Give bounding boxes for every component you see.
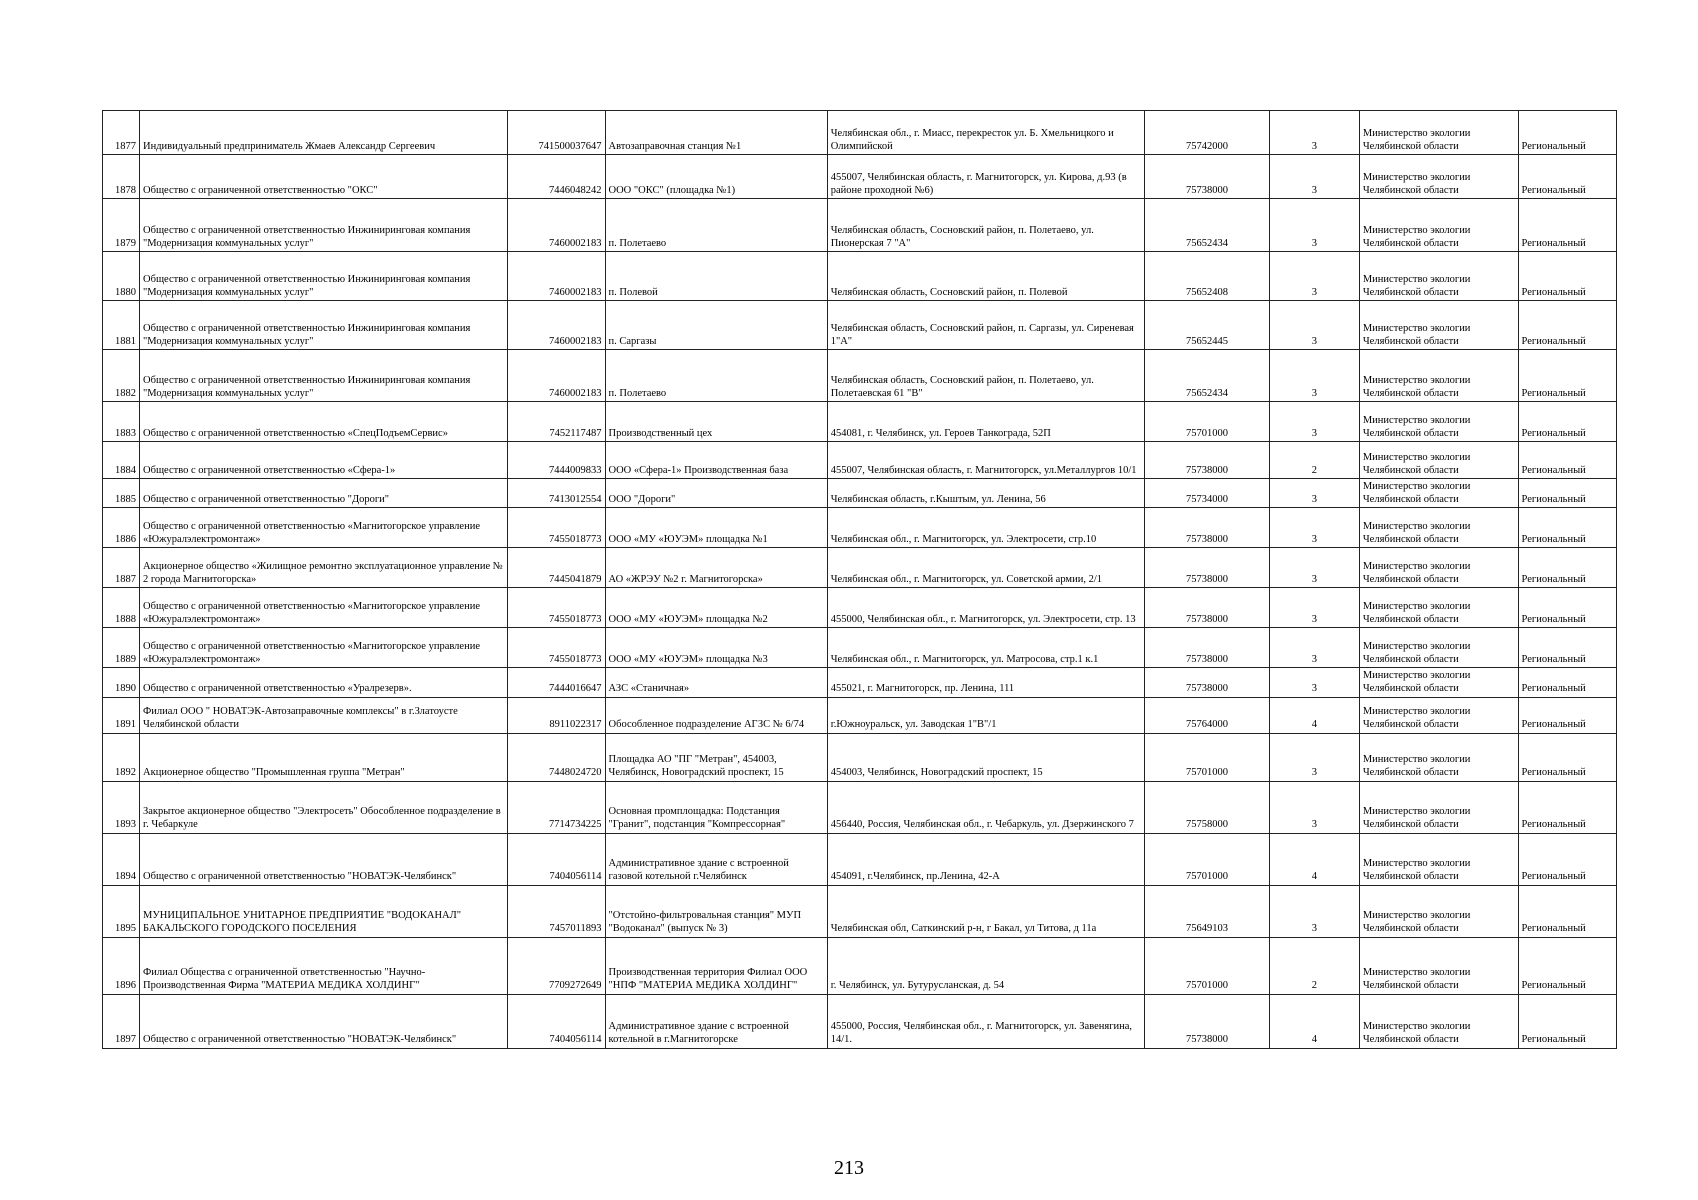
supervising-authority: Министерство экологии Челябинской области xyxy=(1359,885,1518,937)
oktmo-code: 75738000 xyxy=(1145,508,1270,548)
supervising-authority: Министерство экологии Челябинской области xyxy=(1359,668,1518,697)
object-address: Челябинская обл., г. Магнитогорск, ул. Электросети, стр.10 xyxy=(827,508,1144,548)
object-name: п. Саргазы xyxy=(605,301,827,350)
table-row xyxy=(103,508,1617,548)
organization-name: Закрытое акционерное общество "Электросеть" Обособленное подразделение в г. Чебаркуле xyxy=(140,781,508,833)
table-row xyxy=(103,588,1617,628)
table-row xyxy=(103,111,1617,155)
object-name: Автозаправочная станция №1 xyxy=(605,111,827,155)
row-number: 1878 xyxy=(103,155,140,199)
object-name: ООО «МУ «ЮУЭМ» площадка №2 xyxy=(605,588,827,628)
row-number: 1887 xyxy=(103,548,140,588)
row-number: 1893 xyxy=(103,781,140,833)
supervising-authority: Министерство экологии Челябинской области xyxy=(1359,301,1518,350)
supervising-authority: Министерство экологии Челябинской области xyxy=(1359,833,1518,885)
object-name: Производственный цех xyxy=(605,402,827,442)
object-name: Обособленное подразделение АГЗС № 6/74 xyxy=(605,697,827,733)
supervision-level: Региональный xyxy=(1518,588,1616,628)
supervising-authority: Министерство экологии Челябинской области xyxy=(1359,697,1518,733)
table-row xyxy=(103,350,1617,402)
organization-name: Общество с ограниченной ответственностью Инжиниринговая компания "Модернизация коммунальных услуг" xyxy=(140,301,508,350)
oktmo-code: 75701000 xyxy=(1145,937,1270,994)
oktmo-code: 75652445 xyxy=(1145,301,1270,350)
object-category: 3 xyxy=(1269,668,1359,697)
object-address: 454003, Челябинск, Новоградский проспект, 15 xyxy=(827,733,1144,781)
supervising-authority: Министерство экологии Челябинской области xyxy=(1359,548,1518,588)
object-category: 3 xyxy=(1269,479,1359,508)
object-address: Челябинская область, Сосновский район, п. Полевой xyxy=(827,252,1144,301)
supervision-level: Региональный xyxy=(1518,402,1616,442)
object-address: Челябинская обл., г. Магнитогорск, ул. Матросова, стр.1 к.1 xyxy=(827,628,1144,668)
row-number: 1882 xyxy=(103,350,140,402)
organization-name: Общество с ограниченной ответственностью "НОВАТЭК-Челябинск" xyxy=(140,833,508,885)
inn-number: 8911022317 xyxy=(508,697,605,733)
inn-number: 7457011893 xyxy=(508,885,605,937)
object-category: 2 xyxy=(1269,937,1359,994)
object-name: АЗС «Станичная» xyxy=(605,668,827,697)
organization-name: Общество с ограниченной ответственностью Инжиниринговая компания "Модернизация коммунальных услуг" xyxy=(140,199,508,252)
object-address: Челябинская обл, Саткинский р-н, г Бакал, ул Титова, д 11а xyxy=(827,885,1144,937)
table-row xyxy=(103,548,1617,588)
object-category: 2 xyxy=(1269,442,1359,479)
object-category: 4 xyxy=(1269,697,1359,733)
inn-number: 7448024720 xyxy=(508,733,605,781)
inn-number: 7455018773 xyxy=(508,588,605,628)
table-row xyxy=(103,885,1617,937)
object-category: 3 xyxy=(1269,111,1359,155)
organization-name: Общество с ограниченной ответственностью «Магнитогорское управление «Южуралэлектромонтаж» xyxy=(140,628,508,668)
supervision-level: Региональный xyxy=(1518,994,1616,1048)
object-category: 3 xyxy=(1269,155,1359,199)
supervision-level: Региональный xyxy=(1518,833,1616,885)
organization-name: Акционерное общество «Жилищное ремонтно эксплуатационное управление № 2 города Магнитогорска» xyxy=(140,548,508,588)
inn-number: 7460002183 xyxy=(508,350,605,402)
inn-number: 7460002183 xyxy=(508,301,605,350)
row-number: 1881 xyxy=(103,301,140,350)
page-number: 213 xyxy=(834,1157,864,1179)
organization-name: Акционерное общество "Промышленная группа "Метран" xyxy=(140,733,508,781)
supervising-authority: Министерство экологии Челябинской области xyxy=(1359,508,1518,548)
object-name: п. Полетаево xyxy=(605,199,827,252)
object-address: Челябинская обл., г. Магнитогорск, ул. Советской армии, 2/1 xyxy=(827,548,1144,588)
supervision-level: Региональный xyxy=(1518,885,1616,937)
supervising-authority: Министерство экологии Челябинской области xyxy=(1359,402,1518,442)
organization-name: Общество с ограниченной ответственностью «Магнитогорское управление «Южуралэлектромонтаж» xyxy=(140,588,508,628)
supervision-level: Региональный xyxy=(1518,508,1616,548)
supervising-authority: Министерство экологии Челябинской области xyxy=(1359,479,1518,508)
table-row xyxy=(103,833,1617,885)
oktmo-code: 75649103 xyxy=(1145,885,1270,937)
inn-number: 7452117487 xyxy=(508,402,605,442)
inn-number: 7714734225 xyxy=(508,781,605,833)
supervision-level: Региональный xyxy=(1518,548,1616,588)
row-number: 1880 xyxy=(103,252,140,301)
organization-name: Общество с ограниченной ответственностью "ОКС" xyxy=(140,155,508,199)
supervision-level: Региональный xyxy=(1518,252,1616,301)
object-category: 3 xyxy=(1269,628,1359,668)
object-name: п. Полетаево xyxy=(605,350,827,402)
object-address: г. Челябинск, ул. Бутурусланская, д. 54 xyxy=(827,937,1144,994)
object-category: 3 xyxy=(1269,199,1359,252)
object-category: 3 xyxy=(1269,350,1359,402)
object-address: 455007, Челябинская область, г. Магнитогорск, ул.Металлургов 10/1 xyxy=(827,442,1144,479)
supervision-level: Региональный xyxy=(1518,350,1616,402)
object-category: 4 xyxy=(1269,994,1359,1048)
supervision-level: Региональный xyxy=(1518,155,1616,199)
object-name: Административное здание с встроенной газовой котельной г.Челябинск xyxy=(605,833,827,885)
object-address: 455021, г. Магнитогорск, пр. Ленина, 111 xyxy=(827,668,1144,697)
oktmo-code: 75738000 xyxy=(1145,628,1270,668)
table-row xyxy=(103,442,1617,479)
oktmo-code: 75764000 xyxy=(1145,697,1270,733)
row-number: 1879 xyxy=(103,199,140,252)
row-number: 1896 xyxy=(103,937,140,994)
oktmo-code: 75652434 xyxy=(1145,350,1270,402)
row-number: 1877 xyxy=(103,111,140,155)
inn-number: 7444016647 xyxy=(508,668,605,697)
object-address: 456440, Россия, Челябинская обл., г. Чебаркуль, ул. Дзержинского 7 xyxy=(827,781,1144,833)
supervising-authority: Министерство экологии Челябинской области xyxy=(1359,588,1518,628)
object-category: 3 xyxy=(1269,402,1359,442)
inn-number: 7446048242 xyxy=(508,155,605,199)
row-number: 1897 xyxy=(103,994,140,1048)
object-address: Челябинская обл., г. Миасс, перекресток ул. Б. Хмельницкого и Олимпийской xyxy=(827,111,1144,155)
supervising-authority: Министерство экологии Челябинской области xyxy=(1359,733,1518,781)
object-name: ООО «Сфера-1» Производственная база xyxy=(605,442,827,479)
supervision-level: Региональный xyxy=(1518,111,1616,155)
row-number: 1889 xyxy=(103,628,140,668)
object-address: г.Южноуральск, ул. Заводская 1"В"/1 xyxy=(827,697,1144,733)
organization-name: Филиал ООО " НОВАТЭК-Автозаправочные комплексы" в г.Златоусте Челябинской области xyxy=(140,697,508,733)
organization-name: Общество с ограниченной ответственностью "Дороги" xyxy=(140,479,508,508)
oktmo-code: 75701000 xyxy=(1145,833,1270,885)
oktmo-code: 75701000 xyxy=(1145,402,1270,442)
organization-name: Общество с ограниченной ответственностью «СпецПодъемСервис» xyxy=(140,402,508,442)
organization-name: Филиал Общества с ограниченной ответственностью "Научно-Производственная Фирма "МАТЕРИА МЕДИКА ХОЛДИНГ" xyxy=(140,937,508,994)
oktmo-code: 75738000 xyxy=(1145,155,1270,199)
inn-number: 7460002183 xyxy=(508,252,605,301)
table-row xyxy=(103,155,1617,199)
supervising-authority: Министерство экологии Челябинской области xyxy=(1359,781,1518,833)
oktmo-code: 75701000 xyxy=(1145,733,1270,781)
supervision-level: Региональный xyxy=(1518,628,1616,668)
table-row xyxy=(103,781,1617,833)
object-name: п. Полевой xyxy=(605,252,827,301)
organization-name: МУНИЦИПАЛЬНОЕ УНИТАРНОЕ ПРЕДПРИЯТИЕ "ВОДОКАНАЛ" БАКАЛЬСКОГО ГОРОДСКОГО ПОСЕЛЕНИЯ xyxy=(140,885,508,937)
table-row xyxy=(103,199,1617,252)
object-category: 3 xyxy=(1269,301,1359,350)
oktmo-code: 75652434 xyxy=(1145,199,1270,252)
table-row xyxy=(103,994,1617,1048)
inn-number: 7455018773 xyxy=(508,508,605,548)
object-name: Площадка АО "ПГ "Метран", 454003, Челябинск, Новоградский проспект, 15 xyxy=(605,733,827,781)
row-number: 1885 xyxy=(103,479,140,508)
organization-name: Общество с ограниченной ответственностью «Уралрезерв». xyxy=(140,668,508,697)
row-number: 1892 xyxy=(103,733,140,781)
object-address: 455007, Челябинская область, г. Магнитогорск, ул. Кирова, д.93 (в районе проходной №6) xyxy=(827,155,1144,199)
supervision-level: Региональный xyxy=(1518,301,1616,350)
supervising-authority: Министерство экологии Челябинской области xyxy=(1359,252,1518,301)
supervising-authority: Министерство экологии Челябинской области xyxy=(1359,350,1518,402)
registry-table xyxy=(102,110,1617,1049)
row-number: 1890 xyxy=(103,668,140,697)
object-address: 454081, г. Челябинск, ул. Героев Танкограда, 52П xyxy=(827,402,1144,442)
supervision-level: Региональный xyxy=(1518,697,1616,733)
inn-number: 7404056114 xyxy=(508,833,605,885)
supervising-authority: Министерство экологии Челябинской области xyxy=(1359,199,1518,252)
row-number: 1884 xyxy=(103,442,140,479)
row-number: 1883 xyxy=(103,402,140,442)
supervising-authority: Министерство экологии Челябинской области xyxy=(1359,994,1518,1048)
supervising-authority: Министерство экологии Челябинской области xyxy=(1359,442,1518,479)
object-name: ООО «МУ «ЮУЭМ» площадка №3 xyxy=(605,628,827,668)
object-name: Основная промплощадка: Подстанция "Гранит", подстанция "Компрессорная" xyxy=(605,781,827,833)
supervision-level: Региональный xyxy=(1518,442,1616,479)
supervising-authority: Министерство экологии Челябинской области xyxy=(1359,937,1518,994)
supervision-level: Региональный xyxy=(1518,781,1616,833)
organization-name: Общество с ограниченной ответственностью «Магнитогорское управление «Южуралэлектромонтаж» xyxy=(140,508,508,548)
organization-name: Общество с ограниченной ответственностью "НОВАТЭК-Челябинск" xyxy=(140,994,508,1048)
supervision-level: Региональный xyxy=(1518,937,1616,994)
organization-name: Общество с ограниченной ответственностью Инжиниринговая компания "Модернизация коммунальных услуг" xyxy=(140,252,508,301)
row-number: 1891 xyxy=(103,697,140,733)
supervision-level: Региональный xyxy=(1518,668,1616,697)
oktmo-code: 75738000 xyxy=(1145,442,1270,479)
object-name: ООО "ОКС" (площадка №1) xyxy=(605,155,827,199)
table-row xyxy=(103,697,1617,733)
table-row xyxy=(103,479,1617,508)
object-address: 455000, Россия, Челябинская обл., г. Магнитогорск, ул. Завенягина, 14/1. xyxy=(827,994,1144,1048)
object-category: 3 xyxy=(1269,781,1359,833)
object-name: Производственная территория Филиал ООО "НПФ "МАТЕРИА МЕДИКА ХОЛДИНГ" xyxy=(605,937,827,994)
object-category: 3 xyxy=(1269,588,1359,628)
supervision-level: Региональный xyxy=(1518,479,1616,508)
row-number: 1895 xyxy=(103,885,140,937)
object-category: 3 xyxy=(1269,733,1359,781)
oktmo-code: 75734000 xyxy=(1145,479,1270,508)
object-address: Челябинская область, Сосновский район, п. Полетаево, ул. Полетаевская 61 "В" xyxy=(827,350,1144,402)
oktmo-code: 75738000 xyxy=(1145,994,1270,1048)
organization-name: Индивидуальный предприниматель Жмаев Александр Сергеевич xyxy=(140,111,508,155)
object-name: Административное здание с встроенной котельной в г.Магнитогорске xyxy=(605,994,827,1048)
object-address: 455000, Челябинская обл., г. Магнитогорск, ул. Электросети, стр. 13 xyxy=(827,588,1144,628)
row-number: 1894 xyxy=(103,833,140,885)
oktmo-code: 75758000 xyxy=(1145,781,1270,833)
oktmo-code: 75652408 xyxy=(1145,252,1270,301)
table-row xyxy=(103,937,1617,994)
table-row xyxy=(103,628,1617,668)
object-address: Челябинская область, Сосновский район, п. Полетаево, ул. Пионерская 7 "А" xyxy=(827,199,1144,252)
inn-number: 7445041879 xyxy=(508,548,605,588)
row-number: 1888 xyxy=(103,588,140,628)
inn-number: 7709272649 xyxy=(508,937,605,994)
inn-number: 7455018773 xyxy=(508,628,605,668)
object-name: АО «ЖРЭУ №2 г. Магнитогорска» xyxy=(605,548,827,588)
organization-name: Общество с ограниченной ответственностью «Сфера-1» xyxy=(140,442,508,479)
object-category: 3 xyxy=(1269,508,1359,548)
supervision-level: Региональный xyxy=(1518,733,1616,781)
object-address: Челябинская область, г.Кыштым, ул. Ленина, 56 xyxy=(827,479,1144,508)
supervising-authority: Министерство экологии Челябинской области xyxy=(1359,111,1518,155)
object-category: 3 xyxy=(1269,548,1359,588)
object-address: Челябинская область, Сосновский район, п. Саргазы, ул. Сиреневая 1"А" xyxy=(827,301,1144,350)
table-row xyxy=(103,301,1617,350)
oktmo-code: 75742000 xyxy=(1145,111,1270,155)
oktmo-code: 75738000 xyxy=(1145,548,1270,588)
object-category: 4 xyxy=(1269,833,1359,885)
table-row xyxy=(103,668,1617,697)
object-name: ООО «МУ «ЮУЭМ» площадка №1 xyxy=(605,508,827,548)
object-category: 3 xyxy=(1269,252,1359,301)
inn-number: 741500037647 xyxy=(508,111,605,155)
inn-number: 7460002183 xyxy=(508,199,605,252)
object-category: 3 xyxy=(1269,885,1359,937)
organization-name: Общество с ограниченной ответственностью Инжиниринговая компания "Модернизация коммунальных услуг" xyxy=(140,350,508,402)
table-row xyxy=(103,252,1617,301)
inn-number: 7413012554 xyxy=(508,479,605,508)
table-row xyxy=(103,733,1617,781)
row-number: 1886 xyxy=(103,508,140,548)
object-name: ООО "Дороги" xyxy=(605,479,827,508)
oktmo-code: 75738000 xyxy=(1145,668,1270,697)
object-address: 454091, г.Челябинск, пр.Ленина, 42-А xyxy=(827,833,1144,885)
object-name: "Отстойно-фильтровальная станция" МУП "Водоканал" (выпуск № 3) xyxy=(605,885,827,937)
supervision-level: Региональный xyxy=(1518,199,1616,252)
oktmo-code: 75738000 xyxy=(1145,588,1270,628)
registry-body xyxy=(103,111,1617,1049)
supervising-authority: Министерство экологии Челябинской области xyxy=(1359,628,1518,668)
inn-number: 7404056114 xyxy=(508,994,605,1048)
supervising-authority: Министерство экологии Челябинской области xyxy=(1359,155,1518,199)
table-row xyxy=(103,402,1617,442)
inn-number: 7444009833 xyxy=(508,442,605,479)
